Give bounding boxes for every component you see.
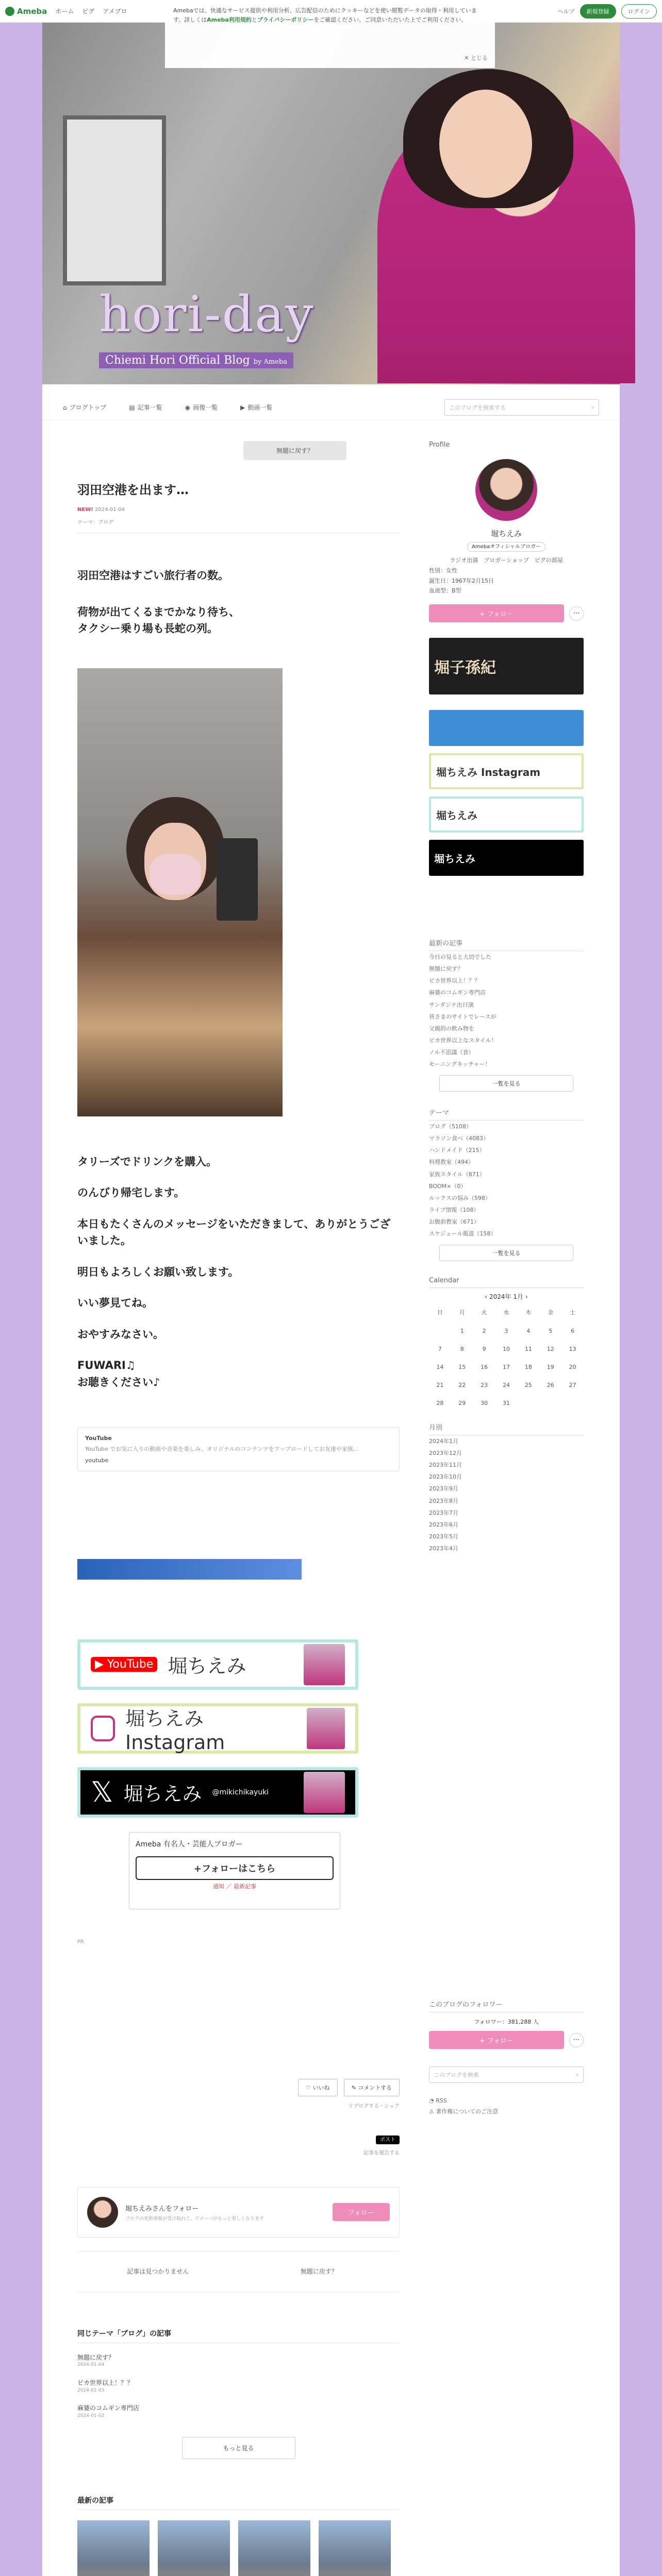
calendar-day[interactable]: 12	[547, 1346, 554, 1353]
calendar-day[interactable]: 27	[569, 1382, 576, 1389]
article-body	[77, 567, 400, 1391]
notice-close-button[interactable]: ✕ とじる	[464, 55, 488, 62]
camera-icon: ◉	[185, 403, 191, 411]
calendar-day[interactable]: 3	[504, 1328, 508, 1335]
terms-link[interactable]: Ameba利用規約	[207, 16, 252, 23]
report-link[interactable]: 記事を報告する	[363, 2150, 400, 2156]
prev-entry[interactable]: 記事は見つかりません	[127, 2268, 189, 2276]
rss-link[interactable]: ◔ RSS	[429, 2097, 447, 2104]
list-item[interactable]: 父親的の飲み物を	[429, 1025, 474, 1032]
theme-heading: テーマ	[429, 1107, 584, 1121]
ad-label: PR	[77, 1939, 84, 1945]
recent-side-heading: 最新の記事	[429, 938, 584, 951]
calendar-day[interactable]: 21	[436, 1382, 444, 1389]
calendar-day[interactable]: 29	[458, 1400, 466, 1407]
calendar-day[interactable]: 20	[569, 1364, 576, 1371]
more-options-icon[interactable]: ⋯	[569, 2033, 584, 2047]
paragraph: おやすみなさい。	[77, 1328, 164, 1341]
ameba-logo-icon	[5, 7, 14, 16]
new-badge: NEW!	[77, 507, 93, 513]
instagram-icon	[91, 1716, 115, 1741]
x-icon: 𝕏	[91, 1776, 113, 1809]
paragraph: FUWARI♫ お聴きください♪	[77, 1359, 160, 1389]
calendar-day[interactable]: 7	[438, 1346, 442, 1353]
profile-name[interactable]: 堀ちえみ	[490, 529, 522, 538]
list-item[interactable]: 無題に戻す？ 2024-01-04	[77, 2353, 115, 2368]
calendar-weekday: 月	[459, 1309, 465, 1316]
paragraph: 明日もよろしくお願い致します。	[77, 1265, 239, 1278]
hero-image	[42, 23, 620, 384]
article-title[interactable]: 羽田空港を出ます…	[77, 483, 189, 497]
calendar-day[interactable]: 2	[482, 1328, 486, 1335]
share-link[interactable]: リブログする・シェア	[348, 2103, 400, 2109]
youtube-banner[interactable]: ▶ YouTube 堀ちえみ	[77, 1639, 358, 1690]
list-item[interactable]: マラソン食べ（4083）	[429, 1135, 489, 1142]
chevron-right-icon[interactable]: ›	[525, 1293, 528, 1301]
nav-pigg[interactable]: ピグ	[82, 8, 95, 15]
paragraph: 荷物が出てくるまでかなり待ち、 タクシー乗り場も長蛇の列。	[77, 605, 240, 635]
profile-heading: Profile	[429, 441, 450, 449]
related-heading: 同じテーマ「ブログ」の記事	[77, 2328, 400, 2343]
article-photo[interactable]	[77, 668, 283, 1116]
calendar-day[interactable]: 28	[436, 1400, 444, 1407]
more-button[interactable]: もっと見る	[182, 2437, 295, 2459]
list-item[interactable]: 2023年8月	[429, 1497, 458, 1504]
sidebar-x-banner[interactable]: 堀ちえみ	[429, 840, 584, 876]
calendar-day[interactable]: 4	[526, 1328, 531, 1335]
blog-search-input[interactable]: このブログを検索する ⌕	[444, 399, 599, 416]
calendar-title: ‹ 2024年 1月 ›	[485, 1293, 528, 1301]
calendar-day	[561, 1400, 584, 1406]
sidebar-banner-book[interactable]: 堀子孫紀	[429, 638, 584, 694]
paragraph: いい夢見てね。	[77, 1297, 153, 1310]
list-item[interactable]: 2023年10月	[429, 1473, 462, 1481]
calendar-day	[429, 1328, 451, 1334]
list-item[interactable]: ピカ世界以上！？？ 2024-01-03	[77, 2379, 134, 2393]
calendar-weekday: 水	[503, 1309, 509, 1316]
document-icon: ▤	[129, 403, 135, 411]
calendar-day[interactable]: 1	[460, 1328, 464, 1335]
home-icon: ⌂	[63, 403, 67, 411]
video-icon: ▶	[240, 403, 245, 411]
list-item[interactable]: 2023年7月	[429, 1509, 458, 1516]
calendar-day[interactable]: 13	[569, 1346, 576, 1353]
theme-list	[429, 1121, 584, 1240]
calendar-day[interactable]: 17	[502, 1364, 510, 1371]
follower-heading: このブログのフォロワー	[429, 1999, 584, 2012]
more-options-icon[interactable]: ⋯	[569, 606, 584, 621]
recent-thumb[interactable]	[158, 2520, 230, 2576]
theme-more-button[interactable]: 一覧を見る	[439, 1245, 573, 1261]
calendar-day[interactable]: 14	[436, 1364, 444, 1371]
ameba-follow-banner[interactable]: Ameba 有名人・芸能人ブロガー +フォローはこちら 通知 ／ 最新記事	[129, 1832, 340, 1909]
calendar-day[interactable]: 15	[458, 1364, 466, 1371]
coffee-cup	[217, 838, 258, 921]
list-item[interactable]: ブログ（5108）	[429, 1123, 472, 1130]
list-item[interactable]: 2023年9月	[429, 1485, 458, 1493]
recent-thumb[interactable]	[238, 2520, 310, 2576]
blog-subtitle: Chiemi Hori Official Blog by Ameba	[99, 352, 293, 368]
hero-face	[439, 90, 532, 198]
warning-icon: ⚠	[429, 2108, 434, 2115]
instagram-banner[interactable]: 堀ちえみ Instagram	[77, 1703, 358, 1754]
list-item[interactable]: ピカ世界以上なスタイル！	[429, 1037, 497, 1044]
list-item[interactable]: 2023年6月	[429, 1521, 458, 1528]
list-item[interactable]: 2023年12月	[429, 1450, 462, 1457]
prev-next-nav	[77, 2251, 400, 2292]
comment-button[interactable]: ✎ コメントする	[344, 2079, 400, 2096]
profile-avatar[interactable]	[475, 459, 537, 521]
list-item[interactable]: BOOM×（0）	[429, 1182, 467, 1190]
sidebar-follow-button[interactable]: + フォロー	[429, 604, 564, 622]
list-item[interactable]: ルックスの悩み（598）	[429, 1194, 491, 1201]
prev-entry-dock[interactable]: 無題に戻す？	[243, 441, 346, 460]
calendar-day[interactable]: 26	[547, 1382, 554, 1389]
archive-list	[429, 1435, 584, 1554]
list-item[interactable]: ライブ情報（108）	[429, 1206, 479, 1213]
sidebar-banner-blue[interactable]	[429, 710, 584, 746]
blog-nav	[42, 395, 620, 420]
calendar-day[interactable]: 10	[502, 1346, 510, 1353]
list-item[interactable]: ハンドメイド（215）	[429, 1147, 485, 1154]
follower-count: フォロワー：381,288 人	[474, 2019, 539, 2025]
calendar-weekday: 土	[570, 1309, 576, 1316]
youtube-embed[interactable]: YouTube YouTube でお気に入りの動画や音楽を楽しみ、オリジナルのコンテンツをアップロードしてお友達や家族… youtube	[77, 1427, 400, 1471]
article-date: 2024-01-04	[94, 507, 125, 513]
calendar-day	[539, 1400, 561, 1406]
nav-images[interactable]: ◉ 画像一覧	[185, 403, 218, 411]
calendar-day[interactable]: 18	[524, 1364, 532, 1371]
nav-videos[interactable]: ▶ 動画一覧	[240, 403, 273, 411]
recent-thumb[interactable]	[319, 2520, 391, 2576]
follow-button[interactable]: フォロー	[333, 2203, 390, 2221]
paragraph: タリーズでドリンクを購入。	[77, 1155, 218, 1168]
follow-card: 堀ちえみさんをフォロー ブログの更新情報が受け取れて、アメーバがもっと楽しくなります フォロー	[77, 2187, 400, 2238]
sidebar-youtube-banner[interactable]: 堀ちえみ	[429, 796, 584, 833]
header-nav	[55, 7, 127, 15]
signup-button[interactable]: 新規登録	[580, 4, 616, 19]
list-item[interactable]: 麻婆のコムギン専門店	[429, 989, 486, 996]
rss-icon: ◔	[429, 2097, 434, 2104]
list-item[interactable]: 2023年5月	[429, 1533, 458, 1540]
list-item[interactable]: 麻婆のコムギン専門店 2024-01-02	[77, 2404, 139, 2419]
calendar-day[interactable]: 11	[524, 1346, 532, 1353]
list-item[interactable]: ピカ世界以上！？？	[429, 977, 480, 985]
calendar-day[interactable]: 25	[524, 1382, 532, 1389]
paragraph: 本日もたくさんのメッセージをいただきまして、ありがとうございました。	[77, 1217, 391, 1247]
list-item[interactable]: ノル不思議（食）	[429, 1048, 474, 1056]
hero-window	[63, 115, 166, 285]
privacy-link[interactable]: プライバシーポリシー	[257, 16, 314, 23]
calendar-day[interactable]: 19	[547, 1364, 554, 1371]
article	[77, 441, 400, 2576]
list-item[interactable]: お腹前教室（671）	[429, 1218, 479, 1225]
recent-heading: 最新の記事	[77, 2495, 400, 2510]
calendar-heading: Calendar	[429, 1277, 584, 1288]
list-item[interactable]: 今日の見ると大切でした	[429, 954, 491, 961]
list-item[interactable]: 2023年11月	[429, 1462, 462, 1469]
list-item[interactable]: 2023年4月	[429, 1545, 458, 1552]
cookie-notice: Amebaでは、快適なサービス提供や利用分析、広告配信のためにクッキーなどを使い閲覧データの取得・利用しています。詳しくはAmeba利用規約とプライバシーポリシーをご確認ください。ご同意いただいた上でご利用ください。 ✕ とじる	[165, 0, 495, 68]
video-banner[interactable]	[77, 1559, 302, 1580]
recent-more-button[interactable]: 一覧を見る	[439, 1075, 573, 1092]
login-button[interactable]: ログイン	[621, 4, 657, 19]
ameba-logo[interactable]: Ameba	[5, 7, 47, 16]
calendar-day[interactable]: 9	[482, 1346, 486, 1353]
list-item[interactable]: スケジュール報道（158）	[429, 1230, 496, 1237]
paragraph: のんびり帰宅します。	[77, 1187, 185, 1199]
tweet-button[interactable]: ポスト	[376, 2136, 400, 2144]
nav-entries[interactable]: ▤ 記事一覧	[129, 403, 162, 411]
list-item[interactable]: 料理教室（494）	[429, 1159, 474, 1166]
calendar-day[interactable]: 24	[502, 1382, 510, 1389]
like-button[interactable]: ♡ いいね	[298, 2079, 337, 2096]
calendar-weekday: 金	[548, 1309, 554, 1316]
sidebar	[429, 441, 584, 1554]
calendar-weekday: 火	[481, 1309, 487, 1316]
x-banner[interactable]: 𝕏 堀ちえみ @mikichikayuki	[77, 1767, 358, 1818]
calendar-day[interactable]: 30	[481, 1400, 488, 1407]
copyright-link[interactable]: ⚠ 著作権についてのご注意	[429, 2108, 499, 2115]
calendar-weekday: 木	[525, 1309, 532, 1316]
nav-home[interactable]: ホーム	[55, 8, 74, 15]
official-badge: Amebaオフィシャルブロガー	[467, 542, 545, 552]
calendar-weekday: 日	[437, 1309, 443, 1316]
youtube-icon: ▶ YouTube	[91, 1657, 157, 1672]
recent-thumb[interactable]	[77, 2520, 150, 2576]
profile-links[interactable]: ラジオ出演 ブロガーショップ ピグの部屋	[450, 557, 563, 564]
list-item[interactable]: 家族スタイル（871）	[429, 1171, 485, 1178]
chevron-left-icon[interactable]: ‹	[485, 1293, 488, 1301]
calendar-day	[517, 1400, 539, 1406]
calendar-day[interactable]: 6	[571, 1328, 575, 1335]
search-icon[interactable]: ⌕	[575, 2071, 579, 2078]
avatar	[87, 2197, 118, 2228]
sidebar-search-input[interactable]: このブログを検索 ⌕	[429, 2066, 584, 2083]
calendar-day[interactable]: 31	[502, 1400, 510, 1407]
calendar-day[interactable]: 5	[549, 1328, 553, 1335]
next-entry[interactable]: 無題に戻す？	[300, 2268, 338, 2276]
nav-blog[interactable]: アメブロ	[103, 8, 127, 15]
list-item[interactable]: モーニングキッチャー！	[429, 1061, 491, 1068]
list-item[interactable]: 2024年1月	[429, 1438, 458, 1445]
list-item[interactable]: 皆さまのサイトでレースが	[429, 1013, 496, 1020]
calendar-day[interactable]: 8	[460, 1346, 464, 1353]
blog-title[interactable]: hori-day	[99, 285, 315, 343]
help-link[interactable]: ヘルプ	[557, 8, 575, 15]
calendar-day[interactable]: 23	[481, 1382, 488, 1389]
sidebar-instagram-banner[interactable]: 堀ちえみ Instagram	[429, 753, 584, 789]
profile-info: 性別：女性 誕生日：1967年2月15日 血液型：B型	[429, 567, 494, 595]
calendar-day[interactable]: 22	[458, 1382, 466, 1389]
list-item[interactable]: サンダジナ出日演	[429, 1001, 474, 1008]
calendar-day[interactable]: 16	[481, 1364, 488, 1371]
paragraph: 羽田空港はすごい旅行者の数。	[77, 569, 229, 582]
calendar-grid	[429, 1308, 584, 1406]
follower-section	[429, 1999, 584, 2115]
list-item[interactable]: 無題に戻す？	[429, 965, 463, 973]
article-theme[interactable]: テーマ：ブログ	[77, 520, 113, 526]
search-icon[interactable]: ⌕	[591, 403, 594, 411]
follower-follow-button[interactable]: + フォロー	[429, 2031, 564, 2049]
archive-heading: 月別	[429, 1422, 584, 1435]
recent-list	[429, 951, 584, 1070]
nav-blog-top[interactable]: ⌂ ブログトップ	[63, 403, 107, 411]
